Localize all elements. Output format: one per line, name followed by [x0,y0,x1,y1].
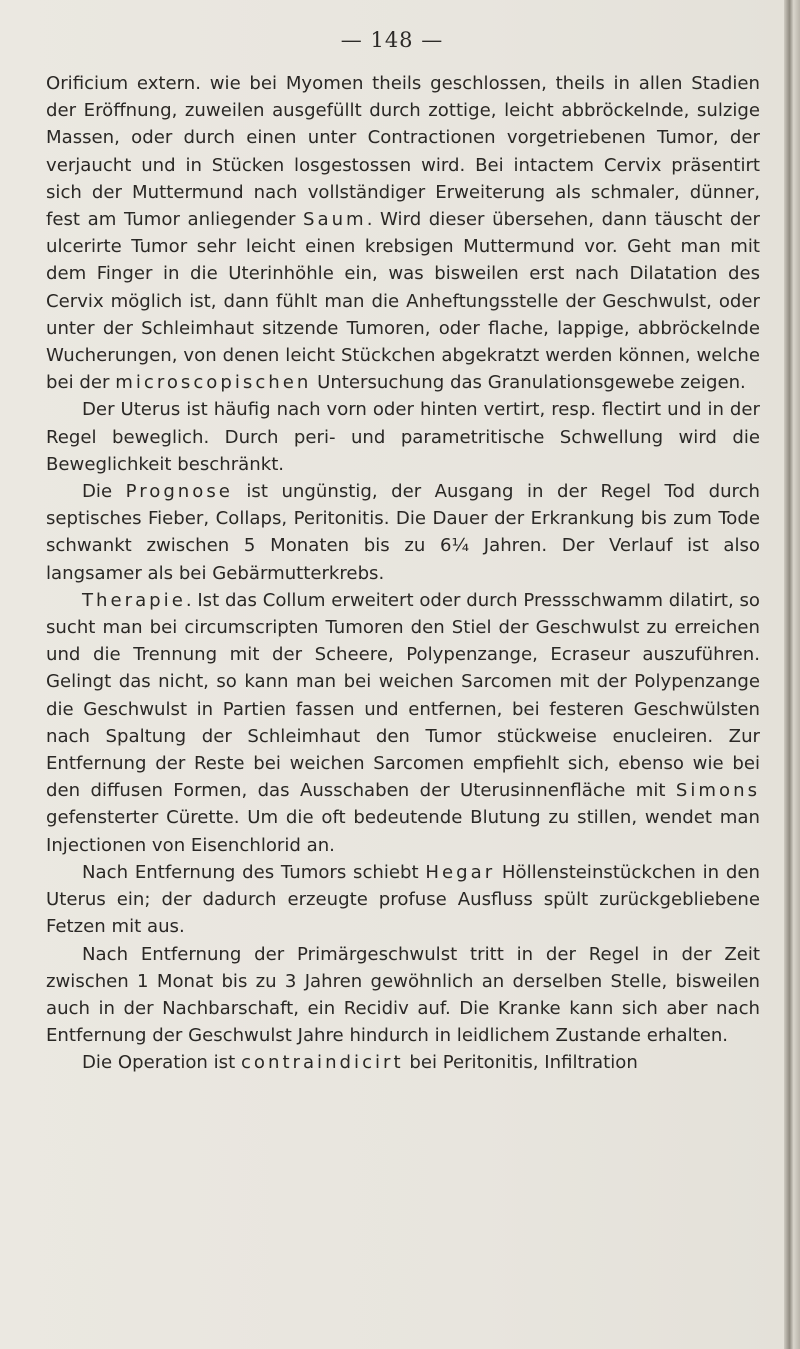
paragraph-5-lead: Nach Entfernung des Tumors schiebt [82,861,426,883]
paragraph-7-lead: Die Operation ist [82,1052,241,1074]
heading-therapie: Therapie [82,589,186,611]
paragraph-2-text: Der Uterus ist häufig nach vorn oder hinten vertirt, resp. flectirt und in der Regel beweglich. Durch peri- und parametritische Schwellung wird die Beweglichkeit beschränkt. [46,399,760,475]
name-simons: Simons [675,780,760,802]
paragraph-3-text: ist ungünstig, der Ausgang in der Regel Tod durch septisches Fieber, Collaps, Peritonitis. Die Dauer der Erkrankung bis zum Tode schwankt zwischen 5 Monaten bis zu 6¼ Jahren. Der Verlauf ist also langsamer als bei Gebärmutterkrebs. [46,481,761,584]
body-text [46,70,760,1077]
paragraph-5-text: Höllensteinstückchen in den Uterus ein; der dadurch erzeugte profuse Ausfluss spült zurückgebliebene Fetzen mit aus. [46,861,760,938]
paragraph-1-end: Untersuchung das Granulationsgewebe zeigen. [311,372,746,394]
name-hegar: Hegar [425,861,496,883]
paragraph-2 [46,396,760,478]
paragraph-3 [46,478,760,587]
paragraph-1-tail: . Wird dieser übersehen, dann täuscht der ulcerirte Tumor sehr leicht einen krebsigen Muttermund vor. Geht man mit dem Finger in die Uterinhöhle ein, was bisweilen erst nach Dilatation des Cervix möglich ist, dann fühlt man die Anheftungsstelle der Geschwulst, oder unter der Schleimhaut sitzende Tumoren, oder flache, lappige, abbröckelnde Wucherungen, von denen leicht Stückchen abgekratzt werden können, welche bei der [46,209,760,394]
term-saum: Saum [303,209,367,231]
paragraph-3-lead: Die [82,481,126,503]
paragraph-6 [46,941,760,1050]
term-contraindicirt: contraindicirt [240,1052,404,1074]
paragraph-1-text: Orificium extern. wie bei Myomen theils geschlossen, theils in allen Stadien der Eröffnung, zuweilen ausgefüllt durch zottige, leicht abbröckelnde, sulzige Massen, oder durch einen unter Contractionen vorgetriebenen Tumor, der verjaucht und in Stücken losgestossen wird. Bei intactem Cervix präsentirt sich der Muttermund nach vollständiger Erweiterung als schmaler, dünner, fest am Tumor anliegender [46,73,760,231]
page-number: — 148 — [340,28,444,52]
page-edge [784,0,800,1349]
term-microscopischen: microscopischen [115,372,312,394]
paragraph-5 [46,859,760,941]
paragraph-4-text: . Ist das Collum erweitert oder durch Pressschwamm dilatirt, so sucht man bei circumscripten Tumoren den Stiel der Geschwulst zu erreichen und die Trennung mit der Scheere, Polypenzange, Ecraseur auszuführen. Gelingt das nicht, so kann man bei weichen Sarcomen mit der Polypenzange die Geschwulst in Partien fassen und entfernen, bei festeren Geschwülsten nach Spaltung der Schleimhaut den Tumor stückweise enucleiren. Zur Entfernung der Reste bei weichen Sarcomen empfiehlt sich, ebenso wie bei den diffusen Formen, das Ausschaben der Uterusinnenfläche mit [46,589,761,802]
paragraph-1 [46,70,760,396]
heading-prognose: Prognose [125,481,233,503]
paragraph-7 [46,1049,760,1076]
paragraph-4 [46,587,760,859]
paragraph-4-end: gefensterter Cürette. Um die oft bedeutende Blutung zu stillen, wendet man Injectionen von Eisenchlorid an. [46,807,760,856]
paragraph-6-text: Nach Entfernung der Primärgeschwulst tritt in der Regel in der Zeit zwischen 1 Monat bis zu 3 Jahren gewöhnlich an derselben Stelle, bisweilen auch in der Nachbarschaft, ein Recidiv auf. Die Kranke kann sich aber nach Entfernung der Geschwulst Jahre hindurch in leidlichem Zustande erhalten. [46,943,760,1047]
paragraph-7-text: bei Peritonitis, Infiltration [403,1052,638,1074]
